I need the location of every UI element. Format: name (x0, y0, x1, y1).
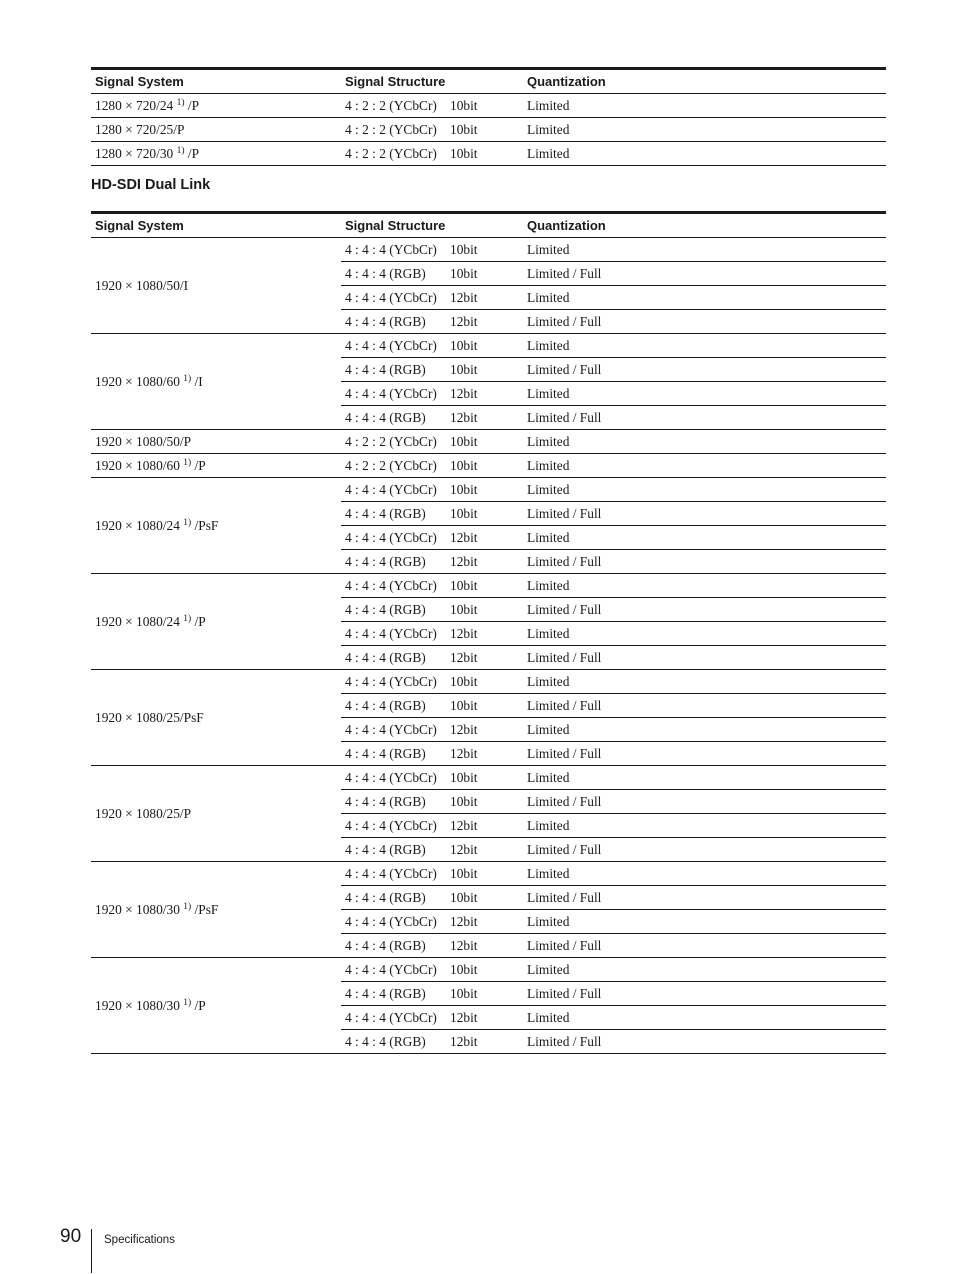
signal-system-name: 1920 × 1080/25/PsF (95, 709, 204, 725)
signal-structure-cell (341, 334, 523, 358)
bit-depth: 10bit (450, 697, 478, 713)
signal-system-cell (91, 574, 341, 670)
quantization-cell: Limited (523, 766, 886, 790)
quantization-cell: Limited / Full (523, 934, 886, 958)
signal-system-cell (91, 238, 341, 334)
table-row (91, 142, 886, 166)
scan-format: /P (184, 145, 200, 161)
signal-system-cell (91, 430, 341, 454)
footnote-marker: 1) (183, 997, 192, 1008)
signal-structure-cell (341, 886, 523, 910)
quantization-cell: Limited (523, 958, 886, 982)
sampling-format: 4 : 2 : 2 (YCbCr) (345, 145, 437, 161)
header-signal-structure: Signal Structure (341, 69, 523, 94)
section-title: HD-SDI Dual Link (91, 177, 211, 193)
quantization-cell: Limited / Full (523, 502, 886, 526)
quantization-cell: Limited (523, 286, 886, 310)
quantization-cell: Limited (523, 1006, 886, 1030)
footnote-marker: 1) (183, 457, 192, 468)
quantization-cell: Limited (523, 574, 886, 598)
sampling-format: 4 : 2 : 2 (YCbCr) (345, 121, 437, 137)
sampling-format: 4 : 4 : 4 (YCbCr) (345, 961, 437, 977)
sampling-format: 4 : 4 : 4 (YCbCr) (345, 385, 437, 401)
table-row (91, 670, 886, 694)
signal-structure-cell (341, 766, 523, 790)
table-row (91, 454, 886, 478)
bit-depth: 10bit (450, 985, 478, 1001)
quantization-cell: Limited (523, 382, 886, 406)
quantization-cell: Limited (523, 478, 886, 502)
quantization-cell: Limited (523, 718, 886, 742)
sampling-format: 4 : 4 : 4 (RGB) (345, 985, 426, 1001)
signal-structure-cell (341, 790, 523, 814)
sampling-format: 4 : 4 : 4 (RGB) (345, 745, 426, 761)
bit-depth: 10bit (450, 889, 478, 905)
signal-structure-cell (341, 958, 523, 982)
quantization-cell: Limited (523, 94, 886, 118)
quantization-cell: Limited / Full (523, 1030, 886, 1054)
sampling-format: 4 : 4 : 4 (YCbCr) (345, 817, 437, 833)
sampling-format: 4 : 4 : 4 (RGB) (345, 697, 426, 713)
bit-depth: 10bit (450, 577, 478, 593)
sampling-format: 4 : 4 : 4 (YCbCr) (345, 577, 437, 593)
signal-structure-cell (341, 262, 523, 286)
sampling-format: 4 : 2 : 2 (YCbCr) (345, 97, 437, 113)
signal-structure-cell (341, 982, 523, 1006)
signal-structure-cell (341, 1006, 523, 1030)
signal-structure-cell (341, 118, 523, 142)
footer-divider (91, 1229, 92, 1273)
scan-format: /P (184, 97, 200, 113)
quantization-cell: Limited / Full (523, 694, 886, 718)
sampling-format: 4 : 4 : 4 (RGB) (345, 265, 426, 281)
signal-system-cell (91, 142, 341, 166)
quantization-cell: Limited / Full (523, 310, 886, 334)
bit-depth: 12bit (450, 625, 478, 641)
signal-structure-cell (341, 598, 523, 622)
quantization-cell: Limited / Full (523, 262, 886, 286)
sampling-format: 4 : 4 : 4 (YCbCr) (345, 337, 437, 353)
quantization-cell: Limited (523, 910, 886, 934)
sampling-format: 4 : 4 : 4 (RGB) (345, 889, 426, 905)
signal-system-cell (91, 670, 341, 766)
bit-depth: 12bit (450, 913, 478, 929)
sampling-format: 4 : 4 : 4 (YCbCr) (345, 1009, 437, 1025)
bit-depth: 10bit (450, 145, 478, 161)
signal-structure-cell (341, 454, 523, 478)
sampling-format: 4 : 4 : 4 (RGB) (345, 361, 426, 377)
sampling-format: 4 : 4 : 4 (YCbCr) (345, 721, 437, 737)
table-row (91, 478, 886, 502)
signal-system-cell (91, 862, 341, 958)
bit-depth: 12bit (450, 553, 478, 569)
bit-depth: 12bit (450, 817, 478, 833)
sampling-format: 4 : 4 : 4 (YCbCr) (345, 481, 437, 497)
signal-structure-cell (341, 430, 523, 454)
quantization-cell: Limited (523, 118, 886, 142)
quantization-cell: Limited (523, 670, 886, 694)
quantization-cell: Limited / Full (523, 886, 886, 910)
signal-system-name: 1920 × 1080/50/I (95, 277, 189, 293)
signal-structure-cell (341, 1030, 523, 1054)
bit-depth: 10bit (450, 769, 478, 785)
signal-structure-cell (341, 670, 523, 694)
quantization-cell: Limited / Full (523, 646, 886, 670)
bit-depth: 12bit (450, 289, 478, 305)
quantization-cell: Limited (523, 526, 886, 550)
signal-system-name: 1920 × 1080/30 (95, 901, 180, 917)
bit-depth: 10bit (450, 793, 478, 809)
signal-structure-cell (341, 382, 523, 406)
table-row (91, 766, 886, 790)
bit-depth: 10bit (450, 865, 478, 881)
quantization-cell: Limited (523, 622, 886, 646)
sampling-format: 4 : 4 : 4 (YCbCr) (345, 625, 437, 641)
quantization-cell: Limited / Full (523, 358, 886, 382)
signal-system-name: 1280 × 720/25/P (95, 121, 185, 137)
bit-depth: 12bit (450, 1033, 478, 1049)
sampling-format: 4 : 4 : 4 (RGB) (345, 649, 426, 665)
footnote-marker: 1) (176, 97, 185, 108)
footnote-marker: 1) (183, 517, 192, 528)
sampling-format: 4 : 4 : 4 (YCbCr) (345, 769, 437, 785)
scan-format: /I (191, 373, 203, 389)
signal-structure-cell (341, 862, 523, 886)
scan-format: /P (191, 997, 206, 1013)
scan-format: /PsF (191, 517, 219, 533)
signal-structure-cell (341, 526, 523, 550)
signal-system-name: 1920 × 1080/50/P (95, 433, 192, 449)
bit-depth: 10bit (450, 961, 478, 977)
sampling-format: 4 : 4 : 4 (RGB) (345, 409, 426, 425)
bit-depth: 12bit (450, 313, 478, 329)
sampling-format: 4 : 4 : 4 (RGB) (345, 793, 426, 809)
bit-depth: 10bit (450, 337, 478, 353)
signal-structure-cell (341, 934, 523, 958)
signal-structure-cell (341, 94, 523, 118)
quantization-cell: Limited (523, 430, 886, 454)
signal-structure-cell (341, 310, 523, 334)
sampling-format: 4 : 4 : 4 (YCbCr) (345, 865, 437, 881)
quantization-cell: Limited / Full (523, 598, 886, 622)
signal-structure-cell (341, 742, 523, 766)
table-row (91, 118, 886, 142)
signal-structure-cell (341, 622, 523, 646)
signal-structure-cell (341, 142, 523, 166)
quantization-cell: Limited (523, 334, 886, 358)
table-row (91, 862, 886, 886)
table-row (91, 94, 886, 118)
signal-structure-cell (341, 646, 523, 670)
signal-structure-cell (341, 838, 523, 862)
signal-system-name: 1920 × 1080/60 (95, 373, 180, 389)
signal-system-cell (91, 958, 341, 1054)
bit-depth: 10bit (450, 673, 478, 689)
bit-depth: 12bit (450, 649, 478, 665)
quantization-cell: Limited / Full (523, 982, 886, 1006)
bit-depth: 10bit (450, 601, 478, 617)
bit-depth: 12bit (450, 721, 478, 737)
sampling-format: 4 : 4 : 4 (RGB) (345, 505, 426, 521)
signal-table-dual-link (91, 211, 886, 1054)
signal-system-name: 1920 × 1080/25/P (95, 805, 192, 821)
footnote-marker: 1) (183, 373, 192, 384)
signal-structure-cell (341, 694, 523, 718)
scan-format: /PsF (191, 901, 219, 917)
signal-structure-cell (341, 358, 523, 382)
signal-system-name: 1280 × 720/24 (95, 97, 174, 113)
table-row (91, 238, 886, 262)
bit-depth: 12bit (450, 1009, 478, 1025)
sampling-format: 4 : 4 : 4 (RGB) (345, 553, 426, 569)
bit-depth: 10bit (450, 121, 478, 137)
signal-structure-cell (341, 550, 523, 574)
signal-system-cell (91, 478, 341, 574)
signal-system-cell (91, 766, 341, 862)
header-quantization: Quantization (523, 69, 886, 94)
sampling-format: 4 : 4 : 4 (RGB) (345, 601, 426, 617)
bit-depth: 10bit (450, 241, 478, 257)
sampling-format: 4 : 4 : 4 (YCbCr) (345, 529, 437, 545)
quantization-cell: Limited (523, 238, 886, 262)
scan-format: /P (191, 457, 206, 473)
table-row (91, 430, 886, 454)
quantization-cell: Limited / Full (523, 838, 886, 862)
signal-system-name: 1920 × 1080/30 (95, 997, 180, 1013)
bit-depth: 10bit (450, 265, 478, 281)
footnote-marker: 1) (176, 145, 185, 156)
table-header-row (91, 69, 886, 94)
table-row (91, 334, 886, 358)
signal-structure-cell (341, 238, 523, 262)
page-number: 90 (60, 1226, 82, 1247)
signal-system-name: 1920 × 1080/24 (95, 613, 180, 629)
bit-depth: 10bit (450, 457, 478, 473)
footnote-marker: 1) (183, 901, 192, 912)
signal-structure-cell (341, 502, 523, 526)
scan-format: /P (191, 613, 206, 629)
bit-depth: 10bit (450, 505, 478, 521)
sampling-format: 4 : 4 : 4 (YCbCr) (345, 289, 437, 305)
signal-system-cell (91, 118, 341, 142)
signal-structure-cell (341, 478, 523, 502)
signal-system-cell (91, 94, 341, 118)
sampling-format: 4 : 4 : 4 (RGB) (345, 841, 426, 857)
quantization-cell: Limited / Full (523, 550, 886, 574)
bit-depth: 12bit (450, 385, 478, 401)
table-row (91, 958, 886, 982)
signal-system-cell (91, 334, 341, 430)
quantization-cell: Limited (523, 142, 886, 166)
bit-depth: 12bit (450, 745, 478, 761)
sampling-format: 4 : 4 : 4 (RGB) (345, 937, 426, 953)
sampling-format: 4 : 2 : 2 (YCbCr) (345, 433, 437, 449)
sampling-format: 4 : 4 : 4 (YCbCr) (345, 241, 437, 257)
bit-depth: 10bit (450, 361, 478, 377)
header-signal-system: Signal System (91, 69, 341, 94)
bit-depth: 12bit (450, 409, 478, 425)
signal-system-cell (91, 454, 341, 478)
signal-structure-cell (341, 814, 523, 838)
quantization-cell: Limited / Full (523, 406, 886, 430)
quantization-cell: Limited / Full (523, 790, 886, 814)
footnote-marker: 1) (183, 613, 192, 624)
signal-system-name: 1280 × 720/30 (95, 145, 174, 161)
sampling-format: 4 : 4 : 4 (YCbCr) (345, 913, 437, 929)
bit-depth: 10bit (450, 97, 478, 113)
quantization-cell: Limited (523, 814, 886, 838)
signal-system-name: 1920 × 1080/24 (95, 517, 180, 533)
sampling-format: 4 : 2 : 2 (YCbCr) (345, 457, 437, 473)
signal-structure-cell (341, 286, 523, 310)
sampling-format: 4 : 4 : 4 (YCbCr) (345, 673, 437, 689)
bit-depth: 12bit (450, 841, 478, 857)
bit-depth: 10bit (450, 433, 478, 449)
quantization-cell: Limited (523, 454, 886, 478)
table-row (91, 574, 886, 598)
signal-structure-cell (341, 574, 523, 598)
bit-depth: 12bit (450, 529, 478, 545)
signal-structure-cell (341, 910, 523, 934)
footer-section-label: Specifications (104, 1234, 175, 1246)
signal-structure-cell (341, 406, 523, 430)
table-header-row (91, 213, 886, 238)
header-signal-system: Signal System (91, 213, 341, 238)
bit-depth: 10bit (450, 481, 478, 497)
signal-table-top (91, 67, 886, 166)
header-quantization: Quantization (523, 213, 886, 238)
signal-system-name: 1920 × 1080/60 (95, 457, 180, 473)
header-signal-structure: Signal Structure (341, 213, 523, 238)
sampling-format: 4 : 4 : 4 (RGB) (345, 1033, 426, 1049)
bit-depth: 12bit (450, 937, 478, 953)
sampling-format: 4 : 4 : 4 (RGB) (345, 313, 426, 329)
signal-structure-cell (341, 718, 523, 742)
quantization-cell: Limited (523, 862, 886, 886)
quantization-cell: Limited / Full (523, 742, 886, 766)
